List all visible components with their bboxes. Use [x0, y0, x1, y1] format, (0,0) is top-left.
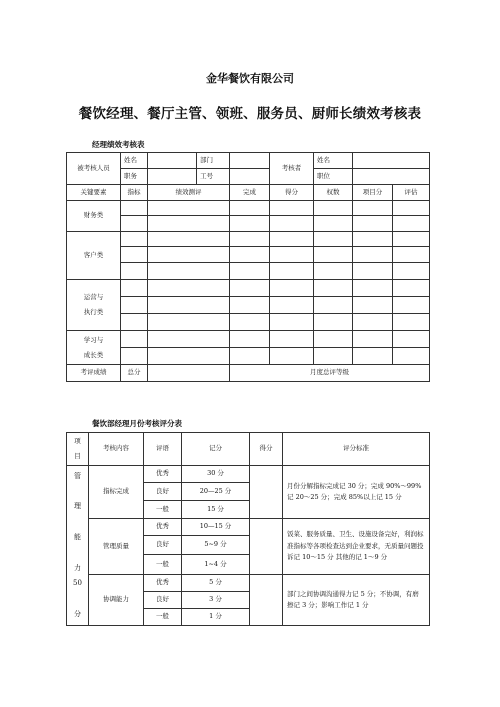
- rating-excellent: 优秀: [144, 466, 182, 483]
- content-management-quality: 管理质量: [89, 519, 144, 575]
- table-cell[interactable]: [270, 348, 314, 365]
- examiner-label: 考核者: [270, 153, 314, 185]
- rating-excellent: 优秀: [144, 575, 182, 592]
- table-cell[interactable]: [148, 280, 230, 297]
- table-cell[interactable]: [230, 314, 270, 331]
- header-key-element: 关键要素: [67, 185, 121, 201]
- table-cell[interactable]: [353, 216, 393, 232]
- table-cell[interactable]: [314, 247, 353, 263]
- table-cell[interactable]: [393, 280, 430, 297]
- table-cell[interactable]: [148, 331, 230, 348]
- header-score: 得分: [250, 433, 283, 466]
- table-cell[interactable]: [121, 201, 148, 216]
- rating-good: 良好: [144, 483, 182, 501]
- points-value: 1~4 分: [182, 555, 250, 575]
- rating-average: 一般: [144, 501, 182, 519]
- company-name: 金华餐饮有限公司: [206, 72, 294, 85]
- table-cell[interactable]: [148, 247, 230, 263]
- table-cell[interactable]: [148, 314, 230, 331]
- content-coordination: 协调能力: [89, 575, 144, 626]
- table-cell[interactable]: [314, 280, 353, 297]
- group-management-ability: 管 理 能 力 50 分: [67, 466, 89, 626]
- table-cell[interactable]: [230, 297, 270, 314]
- document-title: 餐饮经理、餐厅主管、领班、服务员、厨师长绩效考核表: [78, 106, 422, 122]
- table-cell[interactable]: [230, 247, 270, 263]
- table-cell[interactable]: [121, 314, 148, 331]
- table-cell[interactable]: [393, 348, 430, 365]
- rating-average: 一般: [144, 609, 182, 626]
- table-cell[interactable]: [230, 280, 270, 297]
- points-value: 10—15 分: [182, 519, 250, 536]
- table-cell[interactable]: [353, 348, 393, 365]
- header-assessment: 评估: [393, 185, 430, 201]
- table-cell[interactable]: [148, 348, 230, 365]
- table-cell[interactable]: [270, 280, 314, 297]
- table-cell[interactable]: [270, 331, 314, 348]
- points-value: 5 分: [182, 575, 250, 592]
- table-cell[interactable]: [148, 263, 230, 280]
- table-cell[interactable]: [121, 232, 148, 247]
- table-cell[interactable]: [314, 297, 353, 314]
- table-cell[interactable]: [121, 247, 148, 263]
- examinee-label: 被考核人员: [67, 153, 121, 185]
- table-cell[interactable]: [121, 280, 148, 297]
- standard-target-completion: 月份分解指标完成记 30 分；完成 90%～99%记 20～25 分；完成 85%以上记 15 分: [283, 466, 430, 519]
- table-cell[interactable]: [353, 201, 393, 216]
- header-completion: 完成: [230, 185, 270, 201]
- table-cell[interactable]: [314, 331, 353, 348]
- table-cell[interactable]: [230, 232, 270, 247]
- points-value: 15 分: [182, 501, 250, 519]
- header-item: 项 目: [67, 433, 89, 466]
- job-no-label: 工号: [197, 169, 230, 185]
- score-cell[interactable]: [250, 575, 283, 626]
- table-cell[interactable]: [393, 331, 430, 348]
- table-cell[interactable]: [393, 201, 430, 216]
- points-value: 30 分: [182, 466, 250, 483]
- category-customer: 客户类: [67, 232, 121, 280]
- table-cell[interactable]: [121, 297, 148, 314]
- category-learning: 学习与 成长类: [67, 331, 121, 365]
- catering-manager-score-table: [66, 432, 430, 626]
- table-cell[interactable]: [314, 232, 353, 247]
- table-cell[interactable]: [270, 247, 314, 263]
- rating-excellent: 优秀: [144, 519, 182, 536]
- header-points: 记分: [182, 433, 250, 466]
- category-finance: 财务类: [67, 201, 121, 232]
- table-cell[interactable]: [121, 263, 148, 280]
- annual-grade-label: 月度总评等级: [230, 365, 430, 382]
- header-evaluation: 绩效测评: [148, 185, 230, 201]
- header-rating: 评语: [144, 433, 182, 466]
- catering-table-title: 餐饮部经理月份考核评分表: [92, 419, 182, 428]
- table-cell[interactable]: [148, 201, 230, 216]
- header-weight: 权数: [314, 185, 353, 201]
- table-cell[interactable]: [353, 314, 393, 331]
- result-label: 考评成绩: [67, 365, 121, 382]
- score-cell[interactable]: [250, 466, 283, 519]
- points-value: 20—25 分: [182, 483, 250, 501]
- table-cell[interactable]: [393, 297, 430, 314]
- rating-good: 良好: [144, 536, 182, 555]
- department-label: 部门: [197, 153, 230, 169]
- table-cell[interactable]: [393, 232, 430, 247]
- table-cell[interactable]: [393, 216, 430, 232]
- name-label: 姓名: [121, 153, 148, 169]
- examiner-name-value-cell[interactable]: [353, 153, 430, 169]
- table-cell[interactable]: [148, 297, 230, 314]
- table-cell[interactable]: [314, 201, 353, 216]
- content-target-completion: 指标完成: [89, 466, 144, 519]
- points-value: 3 分: [182, 592, 250, 609]
- examiner-title-value-cell[interactable]: [353, 169, 430, 185]
- table-cell[interactable]: [230, 263, 270, 280]
- table-cell[interactable]: [270, 263, 314, 280]
- table-cell[interactable]: [393, 247, 430, 263]
- job-no-value-cell[interactable]: [230, 169, 270, 185]
- table-cell[interactable]: [314, 216, 353, 232]
- table-cell[interactable]: [230, 348, 270, 365]
- standard-coordination: 部门之间协调沟通得力记 5 分；不协调，有磨擦记 3 分；影响工作记 1 分: [283, 575, 430, 626]
- table-cell[interactable]: [148, 216, 230, 232]
- total-value-cell[interactable]: [148, 365, 230, 382]
- table-cell[interactable]: [121, 216, 148, 232]
- points-value: 1 分: [182, 609, 250, 626]
- table-cell[interactable]: [353, 232, 393, 247]
- table-cell[interactable]: [353, 297, 393, 314]
- table-cell[interactable]: [148, 232, 230, 247]
- position-label: 职务: [121, 169, 148, 185]
- name-value-cell[interactable]: [148, 153, 197, 169]
- rating-average: 一般: [144, 555, 182, 575]
- position-value-cell[interactable]: [148, 169, 197, 185]
- table-cell[interactable]: [353, 247, 393, 263]
- header-item-score: 项目分: [353, 185, 393, 201]
- standard-management-quality: 饭菜、服务质量、卫生、设施设备完好，利润标准指标等各项检查达到企业要求，无质量问题投诉记 10～15 分 其他的记 1～9 分: [283, 519, 430, 575]
- table-cell[interactable]: [230, 216, 270, 232]
- table-cell[interactable]: [353, 280, 393, 297]
- table-cell[interactable]: [270, 201, 314, 216]
- department-value-cell[interactable]: [230, 153, 270, 169]
- examiner-title-label: 职位: [314, 169, 353, 185]
- header-content: 考核内容: [89, 433, 144, 466]
- table-cell[interactable]: [230, 201, 270, 216]
- table-cell[interactable]: [270, 297, 314, 314]
- table-cell[interactable]: [270, 232, 314, 247]
- total-label: 总分: [121, 365, 148, 382]
- table-cell[interactable]: [393, 314, 430, 331]
- table-cell[interactable]: [270, 314, 314, 331]
- table-cell[interactable]: [121, 331, 148, 348]
- category-operation: 运营与 执行类: [67, 280, 121, 331]
- table-cell[interactable]: [314, 263, 353, 280]
- table-cell[interactable]: [121, 348, 148, 365]
- rating-good: 良好: [144, 592, 182, 609]
- header-standard: 评分标准: [283, 433, 430, 466]
- table-cell[interactable]: [230, 331, 270, 348]
- table-cell[interactable]: [270, 216, 314, 232]
- header-indicator: 指标: [121, 185, 148, 201]
- table-cell[interactable]: [393, 263, 430, 280]
- table-cell[interactable]: [314, 314, 353, 331]
- score-cell[interactable]: [250, 519, 283, 575]
- header-score: 得分: [270, 185, 314, 201]
- manager-table-title: 经理绩效考核表: [92, 140, 145, 149]
- table-cell[interactable]: [353, 263, 393, 280]
- points-value: 5~9 分: [182, 536, 250, 555]
- table-cell[interactable]: [353, 331, 393, 348]
- table-cell[interactable]: [314, 348, 353, 365]
- manager-performance-table: [66, 152, 430, 382]
- examiner-name-label: 姓名: [314, 153, 353, 169]
